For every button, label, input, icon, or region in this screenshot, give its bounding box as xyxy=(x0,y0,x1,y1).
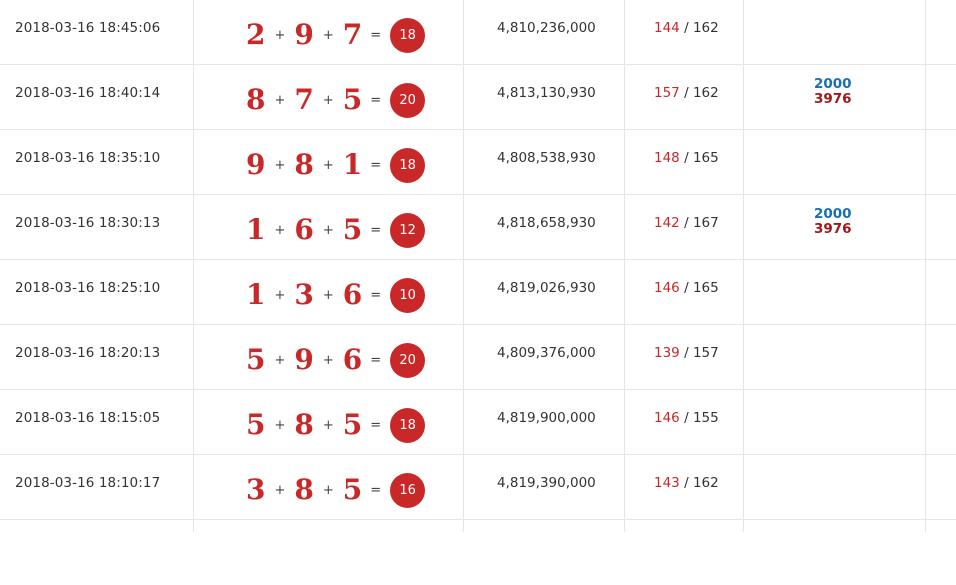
draw-time: 2018-03-16 18:25:10 xyxy=(15,280,161,296)
draw-time: 2018-03-16 18:15:05 xyxy=(15,410,161,426)
ratio-count: 144 xyxy=(654,20,680,36)
digit-2: 9 xyxy=(294,343,314,376)
result-expression xyxy=(246,213,425,247)
ratio-count: 146 xyxy=(654,410,680,426)
total-amount: 4,818,658,930 xyxy=(497,215,596,231)
table-row xyxy=(0,130,956,195)
ratio-separator: / xyxy=(684,85,689,101)
digit-2: 8 xyxy=(294,408,314,441)
equals-sign: = xyxy=(370,417,382,433)
ratio-separator: / xyxy=(684,150,689,166)
table-row xyxy=(0,455,956,520)
digit-2: 8 xyxy=(294,473,314,506)
sum-badge: 18 xyxy=(390,148,425,183)
digit-3: 6 xyxy=(342,278,363,311)
digit-1: 1 xyxy=(246,213,266,246)
plus-sign: + xyxy=(322,352,334,368)
ratio-separator: / xyxy=(684,20,689,36)
bonus-primary: 2000 xyxy=(814,206,852,222)
bonus-secondary: 3976 xyxy=(814,221,852,237)
total-amount: 4,819,026,930 xyxy=(497,280,596,296)
ratio-separator: / xyxy=(684,215,689,231)
digit-3: 5 xyxy=(342,213,363,246)
result-expression xyxy=(246,408,425,442)
plus-sign: + xyxy=(274,222,286,238)
result-expression xyxy=(246,83,425,117)
ratio-total: 162 xyxy=(692,475,719,491)
table-row xyxy=(0,520,956,585)
plus-sign: + xyxy=(322,92,334,108)
ratio-separator: / xyxy=(684,475,689,491)
sum-badge: 12 xyxy=(390,213,425,248)
digit-2: 6 xyxy=(294,213,314,246)
equals-sign: = xyxy=(370,157,382,173)
total-amount: 4,819,390,000 xyxy=(497,475,596,491)
digit-1: 5 xyxy=(246,408,266,441)
draw-time: 2018-03-16 18:10:17 xyxy=(15,475,161,491)
ratio-separator: / xyxy=(684,410,689,426)
ratio-total: 157 xyxy=(692,345,719,361)
ratio-total: 162 xyxy=(692,20,719,36)
digit-1: 1 xyxy=(246,278,266,311)
ratio-count: 142 xyxy=(654,215,680,231)
equals-sign: = xyxy=(370,352,382,368)
sum-badge: 18 xyxy=(390,408,425,443)
plus-sign: + xyxy=(322,27,334,43)
plus-sign: + xyxy=(274,27,286,43)
draw-time: 2018-03-16 18:20:13 xyxy=(15,345,161,361)
digit-2: 3 xyxy=(294,278,314,311)
digit-3: 1 xyxy=(342,148,363,181)
table-row xyxy=(0,260,956,325)
digit-3: 5 xyxy=(342,83,363,116)
equals-sign: = xyxy=(370,287,382,303)
result-expression xyxy=(246,473,425,507)
plus-sign: + xyxy=(274,482,286,498)
ratio-count: 148 xyxy=(654,150,680,166)
draw-time: 2018-03-16 18:35:10 xyxy=(15,150,161,166)
sum-badge: 20 xyxy=(390,83,425,118)
equals-sign: = xyxy=(370,27,382,43)
draw-time: 2018-03-16 18:45:06 xyxy=(15,20,161,36)
result-expression xyxy=(246,18,425,52)
ratio-total: 165 xyxy=(692,150,719,166)
plus-sign: + xyxy=(322,222,334,238)
digit-1: 3 xyxy=(246,473,266,506)
equals-sign: = xyxy=(370,222,382,238)
table-row xyxy=(0,0,956,65)
ratio-count: 157 xyxy=(654,85,680,101)
plus-sign: + xyxy=(322,417,334,433)
plus-sign: + xyxy=(322,482,334,498)
ratio-total: 162 xyxy=(692,85,719,101)
ratio-count: 143 xyxy=(654,475,680,491)
plus-sign: + xyxy=(274,157,286,173)
equals-sign: = xyxy=(370,92,382,108)
plus-sign: + xyxy=(274,417,286,433)
digit-1: 8 xyxy=(246,83,266,116)
digit-1: 2 xyxy=(246,18,266,51)
draw-time: 2018-03-16 18:30:13 xyxy=(15,215,161,231)
ratio-count: 139 xyxy=(654,345,680,361)
ratio-total: 167 xyxy=(692,215,719,231)
ratio-total: 155 xyxy=(692,410,719,426)
digit-3: 5 xyxy=(342,408,363,441)
total-amount: 4,809,376,000 xyxy=(497,345,596,361)
result-expression xyxy=(246,148,425,182)
digit-3: 7 xyxy=(342,18,363,51)
total-amount: 4,808,538,930 xyxy=(497,150,596,166)
equals-sign: = xyxy=(370,482,382,498)
digit-3: 6 xyxy=(342,343,363,376)
plus-sign: + xyxy=(274,352,286,368)
bonus-primary: 2000 xyxy=(814,76,852,92)
digit-1: 9 xyxy=(246,148,266,181)
digit-2: 9 xyxy=(294,18,314,51)
plus-sign: + xyxy=(274,287,286,303)
total-amount: 4,819,900,000 xyxy=(497,410,596,426)
sum-badge: 16 xyxy=(390,473,425,508)
ratio-separator: / xyxy=(684,280,689,296)
digit-3: 5 xyxy=(342,473,363,506)
plus-sign: + xyxy=(322,287,334,303)
digit-1: 5 xyxy=(246,343,266,376)
ratio-total: 165 xyxy=(692,280,719,296)
table-row xyxy=(0,195,956,260)
sum-badge: 18 xyxy=(390,18,425,53)
draw-time: 2018-03-16 18:40:14 xyxy=(15,85,161,101)
table-row xyxy=(0,325,956,390)
ratio-separator: / xyxy=(684,345,689,361)
total-amount: 4,813,130,930 xyxy=(497,85,596,101)
bonus-secondary: 3976 xyxy=(814,91,852,107)
sum-badge: 10 xyxy=(390,278,425,313)
result-expression xyxy=(246,278,425,312)
digit-2: 8 xyxy=(294,148,314,181)
table-row xyxy=(0,390,956,455)
table-row xyxy=(0,65,956,130)
sum-badge: 20 xyxy=(390,343,425,378)
plus-sign: + xyxy=(274,92,286,108)
digit-2: 7 xyxy=(294,83,314,116)
plus-sign: + xyxy=(322,157,334,173)
total-amount: 4,810,236,000 xyxy=(497,20,596,36)
ratio-count: 146 xyxy=(654,280,680,296)
result-expression xyxy=(246,343,425,377)
